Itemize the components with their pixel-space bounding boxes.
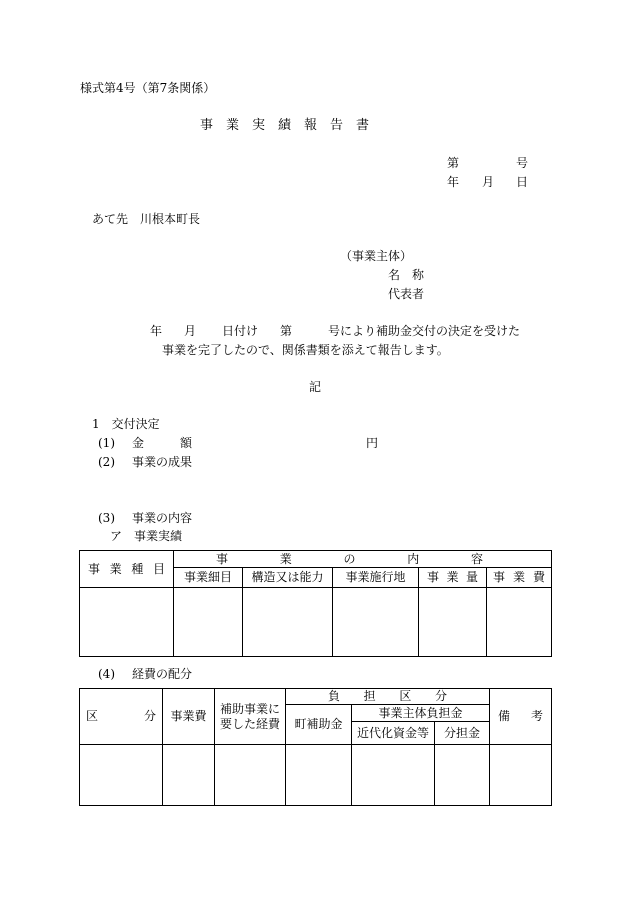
- item1-number: (1): [98, 436, 115, 450]
- item3-number: (3): [98, 511, 115, 525]
- table-row: [80, 588, 552, 657]
- header-burden-category: 負 担 区 分: [286, 689, 490, 705]
- table-cell: [286, 745, 352, 806]
- table-cell: [435, 745, 490, 806]
- doc-number-suffix: 号: [516, 156, 529, 170]
- table-cell: [352, 745, 435, 806]
- section-heading: 1 交付決定: [92, 417, 160, 431]
- body-line1-rest: 号により補助金交付の決定を受けた: [328, 324, 521, 338]
- doc-number-prefix: 第: [447, 156, 460, 170]
- item3-label: 事業の内容: [132, 511, 193, 525]
- header-town-subsidy: 町補助金: [286, 705, 352, 745]
- body-month: 月: [184, 324, 197, 338]
- header-business-detail: 事業細目: [174, 568, 243, 588]
- body-year: 年: [150, 324, 163, 338]
- item3a-label: ア 事業実績: [110, 529, 183, 543]
- table-cell: [333, 588, 419, 657]
- applicant-header: （事業主体）: [340, 249, 413, 263]
- ki-heading: 記: [309, 380, 322, 394]
- table-cell: [215, 745, 286, 806]
- table-cell: [490, 745, 552, 806]
- header-project-cost: 事業費: [163, 689, 215, 745]
- header-business-location: 事業施行地: [333, 568, 419, 588]
- body-no-prefix: 第: [280, 324, 293, 338]
- page-title: 事 業 実 績 報 告 書: [200, 118, 370, 133]
- item4-label: 経費の配分: [132, 667, 193, 681]
- applicant-name-label: 名 称: [388, 268, 425, 282]
- table-cell: [80, 588, 174, 657]
- body-line2: 事業を完了したので、関係書類を添えて報告します。: [162, 343, 449, 357]
- expense-allocation-table: [79, 688, 552, 806]
- item1-label-a: 金: [132, 436, 145, 450]
- header-entity-burden: 事業主体負担金: [352, 705, 490, 722]
- item1-unit: 円: [366, 436, 379, 450]
- header-business-type: 事 業 種 目: [80, 551, 174, 588]
- header-modernization-fund: 近代化資金等: [352, 722, 435, 745]
- table-cell: [487, 588, 552, 657]
- applicant-rep-label: 代表者: [388, 287, 425, 301]
- date-month: 月: [482, 175, 495, 189]
- body-day: 日付け: [222, 324, 259, 338]
- addressee: あて先 川根本町長: [92, 212, 201, 226]
- table-row: [80, 745, 552, 806]
- header-business-content: 事 業 の 内 容: [174, 551, 552, 568]
- date-year: 年: [447, 175, 460, 189]
- date-day: 日: [516, 175, 529, 189]
- item1-label-b: 額: [180, 436, 193, 450]
- business-results-table: [79, 550, 552, 657]
- header-business-cost: 事 業 費: [487, 568, 552, 588]
- header-structure-capacity: 構造又は能力: [243, 568, 333, 588]
- table-cell: [419, 588, 487, 657]
- table-cell: [243, 588, 333, 657]
- form-number: 様式第4号（第7条関係）: [80, 81, 216, 95]
- item2-number: (2): [98, 455, 115, 469]
- item4-number: (4): [98, 667, 115, 681]
- table-cell: [174, 588, 243, 657]
- header-subsidized-expense: 補助事業に 要した経費: [215, 689, 286, 745]
- table-cell: [163, 745, 215, 806]
- header-remarks: 備 考: [490, 689, 552, 745]
- header-category: 区 分: [80, 689, 163, 745]
- header-business-quantity: 事 業 量: [419, 568, 487, 588]
- header-share: 分担金: [435, 722, 490, 745]
- item2-label: 事業の成果: [132, 455, 193, 469]
- table-cell: [80, 745, 163, 806]
